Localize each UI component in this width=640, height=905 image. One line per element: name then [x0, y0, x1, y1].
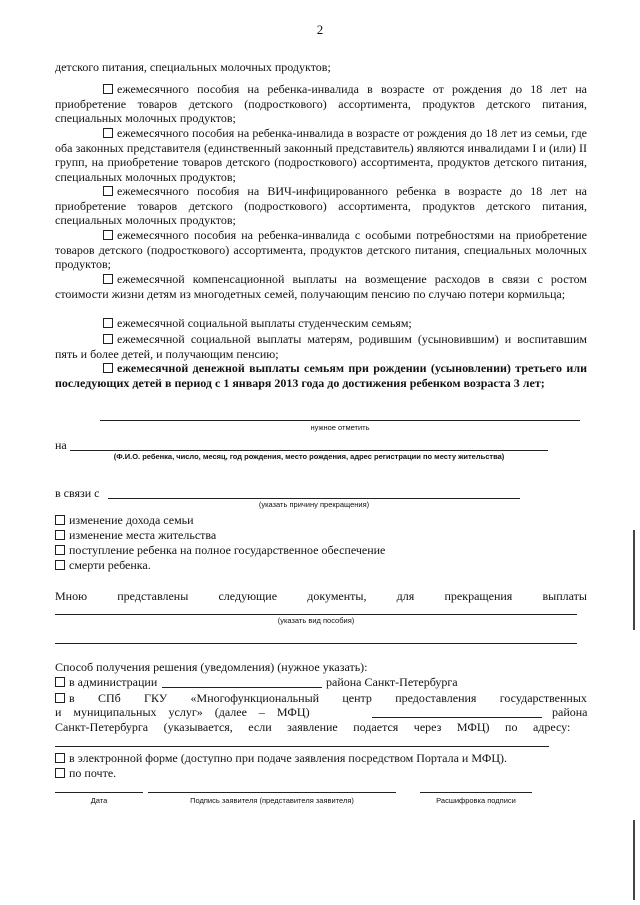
field-line[interactable]	[100, 420, 580, 421]
option-item: ежемесячной социальной выплаты матерям, родившим (усыновившим) и воспитавшим пять и более детей, и получающим пенсию;	[55, 332, 587, 361]
date-caption: Дата	[90, 796, 108, 805]
reason-line[interactable]	[108, 498, 520, 499]
checkbox[interactable]	[103, 230, 113, 240]
option-item: ежемесячного пособия на ребенка-инвалида с особыми потребностями на приобретение товаров детского (подросткового) ассортимента, продуктов детского питания, специальных молочных продуктов;	[55, 228, 587, 272]
checkbox[interactable]	[103, 318, 113, 328]
scan-edge	[633, 820, 635, 900]
documents-sentence: Мною представлены следующие документы, для прекращения выплаты	[55, 589, 587, 603]
checkbox[interactable]	[103, 334, 113, 344]
option-item: ежемесячного пособия на ребенка-инвалида в возрасте от рождения до 18 лет из семьи, где оба законных представителя (единственный законный представитель) являются инвалидами I и (или) II групп, на приобретение товаров детского (подросткового) ассортимента, продуктов детского питания, специальных молочных продуктов;	[55, 126, 587, 184]
checkbox[interactable]	[55, 545, 65, 555]
reason-item: изменение места жительства	[55, 528, 216, 542]
mfc-line3: Санкт-Петербурга (указывается, если заявление подается через МФЦ) по адресу:	[55, 720, 571, 734]
checkbox[interactable]	[55, 560, 65, 570]
checkbox[interactable]	[103, 274, 113, 284]
continuation-text: детского питания, специальных молочных продуктов;	[55, 60, 331, 74]
na-label: на	[55, 438, 67, 452]
checkbox[interactable]	[103, 363, 113, 373]
option-item: ежемесячной компенсационной выплаты на возмещение расходов в связи с ростом стоимости жизни детям из многодетных семей, получающим пенсию по случаю потери кормильца;	[55, 272, 587, 301]
method-electronic: в электронной форме (доступно при подаче заявления посредством Портала и МФЦ).	[55, 751, 507, 765]
signature-caption: Подпись заявителя (представителя заявителя)	[190, 796, 354, 805]
method-admin: в администрации	[55, 675, 157, 689]
reason-item: поступление ребенка на полное государственное обеспечение	[55, 543, 385, 557]
reason-item: изменение дохода семьи	[55, 513, 194, 527]
checkbox[interactable]	[103, 186, 113, 196]
benefit-caption: (указать вид пособия)	[277, 616, 355, 625]
method-post: по почте.	[55, 766, 116, 780]
checkbox[interactable]	[55, 515, 65, 525]
decode-caption: Расшифровка подписи	[436, 796, 516, 805]
option-item-bold: ежемесячной денежной выплаты семьям при рождении (усыновлении) третьего или последующих детей в период с 1 января 2013 года до достижения ребенком возраста 3 лет;	[55, 361, 587, 390]
option-item: ежемесячной социальной выплаты студенческим семьям;	[55, 316, 587, 331]
reason-item: смерти ребенка.	[55, 558, 151, 572]
mfc-line2-right: района	[552, 705, 588, 719]
mfc-address-line[interactable]	[55, 746, 549, 747]
decode-line[interactable]	[420, 792, 532, 793]
checkbox[interactable]	[103, 84, 113, 94]
child-info-line[interactable]	[70, 450, 548, 451]
page-number: 2	[316, 22, 324, 37]
option-item: ежемесячного пособия на ВИЧ-инфицированного ребенка в возрасте до 18 лет на приобретение товаров детского (подросткового) ассортимента, продуктов детского питания, специальных молочных продуктов;	[55, 184, 587, 228]
checkbox[interactable]	[103, 128, 113, 138]
checkbox[interactable]	[55, 677, 65, 687]
district-line[interactable]	[162, 687, 322, 688]
method-mfc: в СПб ГКУ «Многофункциональный центр предоставления государственных	[55, 691, 587, 706]
checkbox[interactable]	[55, 753, 65, 763]
scan-edge	[633, 530, 635, 630]
method-title: Способ получения решения (уведомления) (нужное указать):	[55, 660, 368, 674]
method-admin-suffix: района Санкт-Петербурга	[326, 675, 458, 689]
mfc-line2-left: и муниципальных услуг» (далее – МФЦ)	[55, 705, 310, 719]
checkbox[interactable]	[55, 768, 65, 778]
note-caption: нужное отметить	[310, 423, 370, 432]
signature-line[interactable]	[148, 792, 396, 793]
reason-caption: (указать причину прекращения)	[258, 500, 370, 509]
benefit-line[interactable]	[55, 614, 577, 615]
checkbox[interactable]	[55, 693, 65, 703]
checkbox[interactable]	[55, 530, 65, 540]
child-info-caption: (Ф.И.О. ребенка, число, месяц, год рождения, место рождения, адрес регистрации по месту жительства)	[113, 452, 505, 461]
option-item: ежемесячного пособия на ребенка-инвалида в возрасте от рождения до 18 лет на приобретение товаров детского (подросткового) ассортимента, продуктов детского питания, специальных молочных продуктов;	[55, 82, 587, 126]
documents-line[interactable]	[55, 643, 577, 644]
mfc-district-line[interactable]	[372, 717, 542, 718]
date-line[interactable]	[55, 792, 143, 793]
reason-label: в связи с	[55, 486, 100, 500]
